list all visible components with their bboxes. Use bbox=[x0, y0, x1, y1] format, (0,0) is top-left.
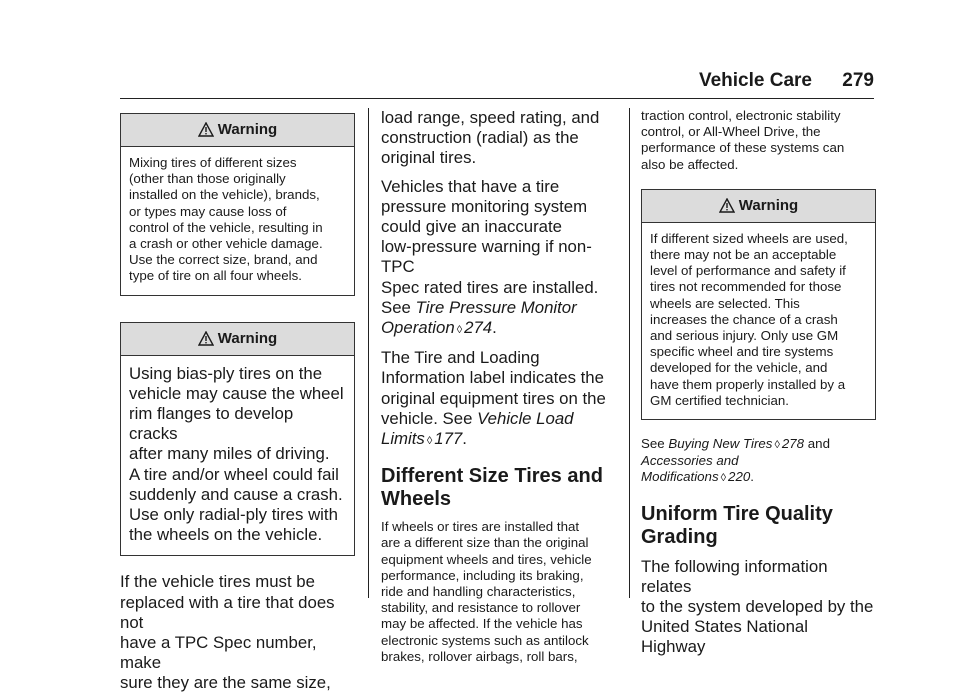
text-line: could give an inaccurate bbox=[381, 217, 562, 237]
text-line: and bbox=[807, 436, 830, 452]
text-line: GM certified technician. bbox=[650, 392, 789, 408]
text-line: Spec rated tires are installed. bbox=[381, 277, 599, 297]
text-line: may be affected. If the vehicle has bbox=[381, 616, 583, 632]
section-title: Vehicle Care bbox=[698, 70, 812, 91]
page-reference-number[interactable]: 274 bbox=[464, 318, 493, 338]
text-line: traction control, electronic stability bbox=[641, 108, 841, 123]
page-reference-icon: ◊ bbox=[720, 472, 727, 485]
paragraph-see-also: See Buying New Tires ◊ 278 and Accessories and Modifications ◊ 220. bbox=[641, 436, 876, 487]
text-line: also be affected. bbox=[641, 156, 739, 172]
page-reference-number[interactable]: 177 bbox=[434, 429, 463, 449]
warning-title: Warning bbox=[217, 121, 278, 138]
text-line: Use only radial-ply tires with bbox=[129, 505, 338, 525]
page-reference-icon: ◊ bbox=[456, 324, 463, 337]
paragraph-different-size bbox=[381, 519, 618, 665]
warning-text bbox=[642, 223, 875, 419]
text-line: If the vehicle tires must be bbox=[120, 572, 315, 592]
text-line: A tire and/or wheel could fail bbox=[129, 464, 339, 484]
paragraph-tpms: Vehicles that have a tire pressure monitoring system could give an inaccurate low-pressure warning if non-TPC Spec rated tires are installed. See Tire Pressure Monitor Operation ◊ 274. bbox=[381, 177, 618, 341]
text-line: If different sized wheels are used, bbox=[650, 230, 848, 246]
paragraph-load-range bbox=[381, 108, 618, 169]
see-text: See bbox=[381, 297, 411, 317]
text-line: Vehicles that have a tire bbox=[381, 176, 560, 196]
cross-reference-link[interactable]: Vehicle Load bbox=[477, 408, 574, 428]
section-heading-utqg bbox=[641, 503, 876, 549]
text-line: and serious injury. Only use GM bbox=[650, 328, 839, 344]
warning-text bbox=[121, 147, 354, 295]
text-line: original equipment tires on the bbox=[381, 388, 606, 408]
see-text: See bbox=[641, 436, 665, 452]
heading-line: Different Size Tires and bbox=[381, 465, 603, 488]
header-rule bbox=[120, 98, 874, 99]
text-line: The following information relates bbox=[641, 556, 828, 596]
warning-title: Warning bbox=[217, 329, 278, 347]
cross-reference-link[interactable]: Operation bbox=[381, 318, 455, 338]
text-line: sure they are the same size, bbox=[120, 673, 331, 693]
text-line: If wheels or tires are installed that bbox=[381, 519, 580, 535]
heading-line: Wheels bbox=[381, 488, 452, 511]
text-line: United States National Highway bbox=[641, 617, 808, 657]
text-line: developed for the vehicle, and bbox=[650, 360, 828, 376]
warning-box-bias-ply bbox=[120, 322, 355, 557]
text-line: control of the vehicle, resulting in bbox=[129, 219, 323, 235]
cross-reference-link[interactable]: Limits bbox=[381, 429, 425, 449]
text-line: stability, and resistance to rollover bbox=[381, 600, 581, 616]
text-line: wheels are selected. This bbox=[650, 295, 800, 311]
warning-triangle-icon bbox=[198, 117, 214, 149]
text-line: electronic systems such as antilock bbox=[381, 632, 589, 648]
warning-header bbox=[121, 114, 354, 147]
cross-reference-link[interactable]: Modifications bbox=[641, 469, 719, 485]
heading-line: Grading bbox=[641, 525, 718, 548]
text-line: ride and handling characteristics, bbox=[381, 584, 576, 600]
text-line: performance of these systems can bbox=[641, 140, 845, 156]
warning-triangle-icon bbox=[198, 326, 214, 358]
page-reference-number[interactable]: 278 bbox=[781, 436, 805, 452]
text-line: suddenly and cause a crash. bbox=[129, 484, 343, 504]
column-divider-1 bbox=[368, 108, 369, 598]
column-3 bbox=[641, 108, 876, 658]
text-line: brakes, rollover airbags, roll bars, bbox=[381, 648, 578, 664]
paragraph-traction-control bbox=[641, 108, 876, 173]
text-line: have a TPC Spec number, make bbox=[120, 633, 317, 673]
text-line: after many miles of driving. bbox=[129, 444, 330, 464]
text-line: Mixing tires of different sizes bbox=[129, 155, 297, 170]
warning-header bbox=[121, 323, 354, 356]
text-line: (other than those originally bbox=[129, 171, 286, 187]
text-line: tires not recommended for those bbox=[650, 279, 842, 295]
column-2 bbox=[381, 108, 618, 665]
text-line: or types may cause loss of bbox=[129, 203, 287, 219]
text-line: are a different size than the original bbox=[381, 535, 589, 551]
page-reference-icon: ◊ bbox=[426, 435, 433, 448]
text-line: the wheels on the vehicle. bbox=[129, 525, 323, 545]
text-line: installed on the vehicle), brands, bbox=[129, 187, 320, 203]
text-line: original tires. bbox=[381, 148, 477, 168]
text-line: Using bias-ply tires on the bbox=[129, 363, 323, 383]
text-line: rim flanges to develop cracks bbox=[129, 404, 294, 444]
text-line: a crash or other vehicle damage. bbox=[129, 236, 323, 252]
text-line: to the system developed by the bbox=[641, 597, 874, 617]
section-heading-different-size bbox=[381, 465, 618, 511]
text-line: low-pressure warning if non-TPC bbox=[381, 237, 592, 277]
paragraph-tire-loading-label: The Tire and Loading Information label indicates the original equipment tires on the vehicle. See Vehicle Load Limits ◊ 177. bbox=[381, 348, 618, 451]
cross-reference-link[interactable]: Accessories and bbox=[641, 453, 739, 469]
warning-box-mixing-tires bbox=[120, 113, 355, 296]
heading-line: Uniform Tire Quality bbox=[641, 502, 833, 525]
column-1 bbox=[120, 108, 355, 694]
cross-reference-link[interactable]: Tire Pressure Monitor bbox=[415, 297, 577, 317]
text-line: vehicle. See bbox=[381, 408, 473, 428]
text-line: equipment wheels and tires, vehicle bbox=[381, 551, 592, 567]
text-line: replaced with a tire that does not bbox=[120, 592, 335, 632]
column-divider-2 bbox=[629, 108, 630, 598]
text-line: Use the correct size, brand, and bbox=[129, 252, 318, 268]
text-line: level of performance and safety if bbox=[650, 263, 846, 279]
text-line: performance, including its braking, bbox=[381, 567, 584, 583]
paragraph-replacement bbox=[120, 572, 355, 693]
text-line: construction (radial) as the bbox=[381, 128, 579, 148]
text-line: there may not be an acceptable bbox=[650, 247, 837, 263]
text-line: vehicle may cause the wheel bbox=[129, 383, 344, 403]
page-reference-number[interactable]: 220 bbox=[728, 469, 751, 485]
paragraph-utqg bbox=[641, 557, 876, 658]
text-line: specific wheel and tire systems bbox=[650, 344, 834, 360]
page-number: 279 bbox=[842, 70, 874, 91]
cross-reference-link[interactable]: Buying New Tires bbox=[668, 436, 773, 452]
text-line: type of tire on all four wheels. bbox=[129, 268, 302, 284]
text-line: The Tire and Loading bbox=[381, 348, 540, 368]
warning-header bbox=[642, 190, 875, 223]
warning-title: Warning bbox=[738, 196, 799, 214]
text-line: Information label indicates the bbox=[381, 368, 604, 388]
text-line: increases the chance of a crash bbox=[650, 311, 838, 327]
text-line: have them properly installed by a bbox=[650, 376, 846, 392]
warning-box-different-wheels bbox=[641, 189, 876, 420]
warning-triangle-icon bbox=[719, 193, 735, 225]
page-reference-icon: ◊ bbox=[774, 439, 780, 452]
page-header bbox=[120, 70, 874, 98]
text-line: pressure monitoring system bbox=[381, 196, 588, 216]
text-line: control, or All-Wheel Drive, the bbox=[641, 124, 821, 140]
text-line: load range, speed rating, and bbox=[381, 108, 600, 127]
warning-text bbox=[121, 356, 354, 556]
